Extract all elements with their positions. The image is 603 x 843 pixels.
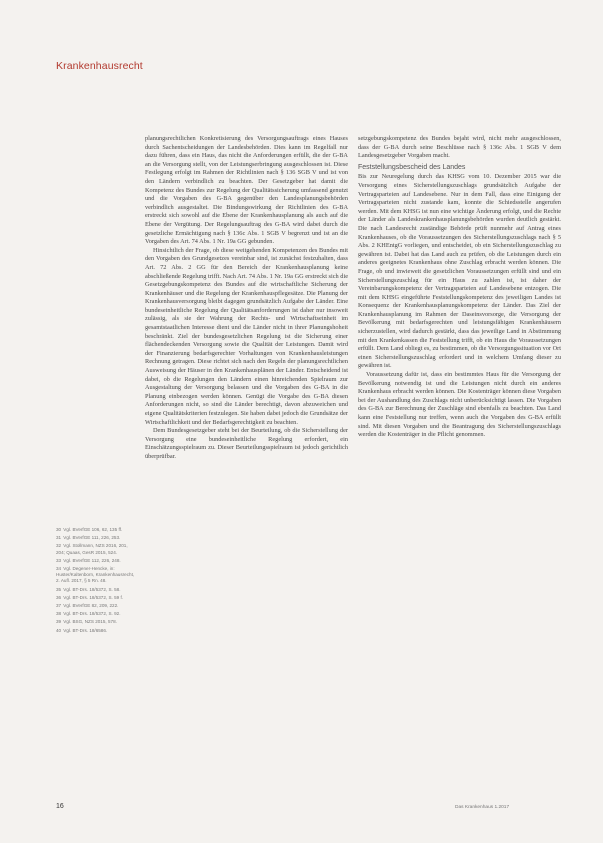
footnote-text: Vgl. BSG, NZS 2015, 578. [63, 619, 117, 625]
footnote [56, 527, 136, 533]
body-column-middle [145, 135, 348, 462]
footnotes [56, 527, 136, 636]
running-footer: Das Krankenhaus 1.2017 [455, 805, 510, 810]
footnote-text: Vgl. BVerfGE 106, 62, 135 ff. [63, 527, 123, 532]
footnote-text: Vgl. Stollmann, NZS 2016, 201, 204; Quaas, GesR 2015, 524. [56, 543, 128, 555]
footnote-number: 33 [56, 557, 62, 563]
body-paragraph: Bis zur Neuregelung durch das KHSG vom 10. Dezember 2015 war die Versorgung eines Sicherstellungszuschlags grundsätzlich Aufgabe der Vertragsparteien auf Landesebene. Nur in dem Fall, dass eine Einigung der Vertragsparteien nicht zustande kam, konnte die Schiedsstelle angerufen werden. Mit dem KHSG ist nun eine wichtige Änderung erfolgt, und die Rechte der Länder als Landeskrankenhausplanungsbehörden wurden deutlich gestärkt. Die nach Landesrecht zuständige Behörde prüft nunmehr auf Antrag eines Krankenhauses, ob die Voraussetzungen des Sicherstellungszuschlags nach § 5 Abs. 2 KHEntgG vorliegen, und entscheidet, ob ein Sicherstellungszuschlag zu gewähren ist. Dabei hat das Land auch zu prüfen, ob die Leistungen durch ein anderes geeignetes Krankenhaus ohne Zuschlag erbracht werden können. Die Frage, ob und inwieweit die gesetzlichen Voraussetzungen erfüllt sind und ein Sicherstellungszuschlag für ein Haus zu zahlen ist, ist daher der Vereinbarungskompetenz der Vertragsparteien auf Landesebene entzogen. Die mit dem KHSG eingeführte Feststellungskompetenz des jeweiligen Landes ist Konsequenz der Krankenhausplanungskompetenz der Länder. Das Ziel der Krankenhausplanung im Rahmen der Daseinsvorsorge, die Versorgung der Bevölkerung mit bedarfsgerechten und leistungsfähigen Krankenhäusern sicherzustellen, wird dadurch gestärkt, dass das jeweilige Land in Abstimmung mit den Krankenkassen die Feststellung trifft, ob ein Haus die Voraussetzungen erfüllt. Dem Land obliegt es, zu bestimmen, ob die Versorgungssituation vor Ort einen Sicherstellungszuschlag erfordert und in welchem Umfang dieser zu gewähren ist. [358, 173, 561, 370]
footnote [56, 603, 136, 609]
footnote-number: 36 [56, 594, 62, 600]
footnote-text: Vgl. BT-Drs. 18/6586. [63, 627, 108, 633]
footnote-number: 39 [56, 619, 62, 625]
footnote [56, 595, 136, 601]
footnote-text: Vgl. Degener-Hencke, in: Huster/Kaltenborn, Krankenhausrecht, 2. Aufl. 2017, § 5 Rn. 48. [56, 566, 135, 584]
subheading: Feststellungsbescheid des Landes [358, 163, 466, 171]
footnote [56, 543, 136, 555]
footnote-number: 34 [56, 566, 62, 572]
footnote-text: Vgl. BVerfGE 111, 226, 253. [63, 535, 121, 541]
footnote-number: 35 [56, 586, 62, 592]
page-number: 16 [56, 803, 64, 810]
footnote-number: 32 [56, 543, 62, 549]
footnote-number: 37 [56, 603, 62, 609]
footnote [56, 558, 136, 564]
footnote-text: Vgl. BT-Drs. 18/5372, S. 92. [63, 611, 121, 617]
footnote [56, 566, 136, 585]
footnote [56, 611, 136, 617]
footnote-number: 40 [56, 627, 62, 633]
footnote-number: 38 [56, 611, 62, 617]
footnote-text: Vgl. BT-Drs. 18/5372, S. 59 f. [63, 594, 124, 600]
footnote [56, 587, 136, 593]
footnote-text: Vgl. BVerfGE 82, 209, 222. [63, 603, 119, 609]
footnote-text: Vgl. BT-Drs. 18/5372, S. 58. [63, 586, 121, 592]
footnote [56, 535, 136, 541]
footnote-text: Vgl. BVerfGE 112, 226, 248. [63, 557, 121, 563]
footnote-number: 31 [56, 535, 62, 541]
body-paragraph: Voraussetzung dafür ist, dass ein bestimmtes Haus für die Versorgung der Bevölkerung notwendig ist und die Leistungen nicht durch ein anderes Krankenhaus erbracht werden können. Die Kostenträger können diese Vorgaben bei der Aushandlung des Zuschlags nicht unberücksichtigt lassen. Die Vorgaben des G-BA zur Berechnung der Zuschläge sind ebenfalls zu beachten. Das Land kann eine Feststellung nur treffen, wenn auch die Vorgaben des G-BA erfüllt sind. Mit diesen Vorgaben und die Beantragung des Sicherstellungszuschlags werden die Kostenträger in die Pflicht genommen. [358, 371, 561, 439]
footnote [56, 628, 136, 634]
footnote [56, 619, 136, 625]
body-paragraph: Dem Bundesgesetzgeber steht bei der Beurteilung, ob die Sicherstellung der Versorgung eine bundeseinheitliche Regelung erfordert, ein Einschätzungsspielraum zu. Dieser Beurteilungsspielraum ist jedoch gerichtlich überprüfbar. [145, 427, 348, 460]
body-paragraph: Hinsichtlich der Frage, ob diese weitgehenden Kompetenzen des Bundes mit den Vorgaben des Grundgesetzes vereinbar sind, ist zunächst festzuhalten, dass Art. 72 Abs. 2 GG für den Bereich der Krankenhausplanung keine abschließende Regelung trifft. Nach Art. 74 Abs. 1 Nr. 19a GG erstreckt sich die Gesetzgebungskompetenz des Bundes auf die wirtschaftliche Sicherung der Krankenhäuser und die Regelung der Krankenhauspflegesätze. Die Planung der Krankenhausversorgung bleibt dagegen grundsätzlich Aufgabe der Länder. Eine bundeseinheitliche Regelung der Qualitätsanforderungen ist daher nur insoweit zulässig, als sie der Wahrung der Rechts- und Wirtschaftseinheit im gesamtstaatlichen Interesse dient und die Länder nicht in ihrer Planungshoheit beschränkt. Ziel der bundesgesetzlichen Regelung ist die Sicherung einer flächendeckenden Versorgung sowie die Qualität der Leistungen. Damit wird der Finanzierung bedarfsgerechter Vorhaltungen von Krankenhausleistungen Rechnung getragen. Diese richtet sich nach den Regeln der planungsrechtlichen Ausweisung der Häuser in den Krankenhausplänen der Länder. Entscheidend ist dabei, ob die Regelungen den Ländern einen hinreichenden Spielraum zur Ausgestaltung der Versorgung belassen und die Vorgaben des G-BA in die Planung einbezogen werden können. Genügt die Vorgabe des G-BA diesen Anforderungen nicht, so sind die Länder berechtigt, davon abzuweichen und eigene Qualitätskriterien festzulegen. Sie haben dabei jedoch die Grundsätze der Wirtschaftlichkeit und der Bedarfsgerechtigkeit zu beachten. [145, 246, 348, 426]
footnote-number: 30 [56, 527, 62, 532]
body-paragraph: setzgebungskompetenz des Bundes bejaht wird, nicht mehr ausgeschlossen, dass der G-BA durch seine Beschlüsse nach § 136c Abs. 1 SGB V dem Landesgesetzgeber Vorgaben macht. [358, 135, 561, 160]
body-paragraph: planungsrechtlichen Konkretisierung des Versorgungsauftrags eines Hauses durch Sachentscheidungen der Landesbehörden. Dies kann im Regelfall nur dazu führen, dass ein Haus, das nicht die Anforderungen erfüllt, die der G-BA an die Versorgung stellt, von der Leistungserbringung ausgeschlossen ist. Diese Festlegung erfolgt im Rahmen der Richtlinien nach § 136 SGB V und ist von den Ländern verbindlich zu beachten. Der Gesetzgeber hat damit die Kompetenz des Bundes zur Regelung der Qualitätssicherung umfassend genutzt und die Vorgaben des G-BA gegenüber den Landesplanungsbehörden verbindlich ausgestaltet. Die Bindungswirkung der Richtlinien des G-BA erstreckt sich sowohl auf die Ebene der Krankenhausplanung als auch auf die Ebene der Vergütung. Der Regelungsauftrag des G-BA wird dabei durch die gesetzliche Ermächtigung nach § 136c Abs. 1 SGB V begrenzt und ist an die Vorgaben des Art. 74 Abs. 1 Nr. 19a GG gebunden. [145, 135, 348, 246]
section-title: Krankenhausrecht [56, 60, 143, 72]
body-column-right [358, 135, 561, 440]
